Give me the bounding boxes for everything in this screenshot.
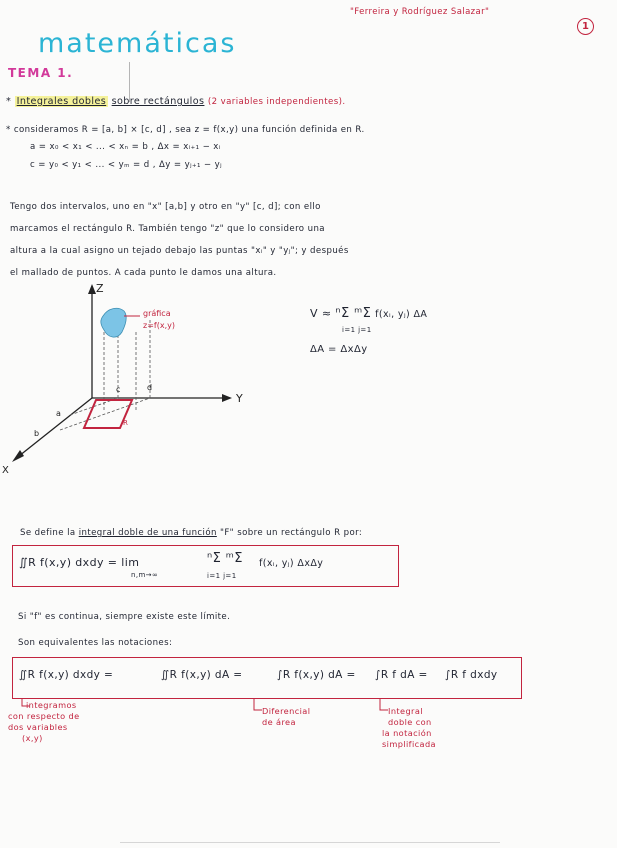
annotation-integration-line: con respecto de <box>8 711 80 721</box>
annotation-simplified-line: doble con <box>388 717 432 727</box>
bottom-rule <box>120 842 500 843</box>
x-label: X <box>2 465 9 476</box>
notation-1: ∬R f(x,y) dxdy = <box>19 669 114 681</box>
volume-lhs: V ≈ <box>310 307 332 320</box>
notation-4: ∫R f dA = <box>375 669 428 681</box>
double-integral-box <box>12 545 399 587</box>
delta-a-formula: ΔA = ΔxΔy <box>310 344 368 355</box>
section-title: Integrales dobles <box>16 96 107 107</box>
section-title-rest: sobre rectángulos <box>111 96 205 107</box>
annotation-simplified-line: la notación <box>382 728 432 738</box>
box1-limit-sub: n,m→∞ <box>131 571 159 579</box>
box1-rhs: f(xᵢ, yⱼ) ΔxΔy <box>259 558 324 569</box>
graph-label: gráfica <box>143 309 171 318</box>
annotation-differential-line: de área <box>262 717 296 727</box>
definition-line-2: a = x₀ < x₁ < ... < xₙ = b , Δx = xᵢ₊₁ − xᵢ <box>30 142 221 152</box>
definition-pre: Se define la <box>20 528 76 538</box>
notation-5: ∫R f dxdy <box>445 669 498 681</box>
b-label: b <box>34 429 40 438</box>
paragraph-line-1: Tengo dos intervalos, uno en "x" [a,b] y otro en "y" [c, d]; con ello <box>10 202 321 212</box>
annotation-differential-line: Diferencial <box>262 706 311 716</box>
continuity-note: Si "f" es continua, siempre existe este límite. <box>18 612 231 622</box>
page-title: matemáticas <box>38 28 237 59</box>
x-arrow <box>12 450 24 462</box>
definition-line-3: c = y₀ < y₁ < ... < yₘ = d , Δy = yⱼ₊₁ − yⱼ <box>30 160 223 170</box>
topic-label: TEMA 1. <box>8 66 74 80</box>
paragraph-line-2: marcamos el rectángulo R. También tengo "z" que lo considero una <box>10 224 325 234</box>
annotation-simplified-line: simplificada <box>382 739 436 749</box>
annotation-simplified-line: Integral <box>388 706 423 716</box>
section-heading <box>6 96 345 107</box>
box1-sum-index: i=1 j=1 <box>207 572 237 580</box>
authors-note: "Ferreira y Rodríguez Salazar" <box>350 7 490 17</box>
definition-sentence <box>20 528 362 538</box>
paragraph-line-3: altura a la cual asigno un tejado debajo las puntas "xᵢ" y "yⱼ"; y después <box>10 246 349 256</box>
x-axis <box>14 398 92 460</box>
annotation-integration-line: dos variables <box>8 722 68 732</box>
volume-body: f(xᵢ, yⱼ) ΔA <box>375 309 428 320</box>
hook-1 <box>22 698 30 706</box>
definition-mid: "F" <box>219 528 235 538</box>
annotation-integration-line: (x,y) <box>22 733 43 743</box>
c-label: c <box>116 385 121 394</box>
axes-figure <box>0 280 260 480</box>
d-label: d <box>147 383 153 392</box>
a-label: a <box>56 409 61 418</box>
y-arrow <box>222 394 232 402</box>
graph-equation: z=f(x,y) <box>143 321 175 330</box>
volume-sum: ⁿΣ ᵐΣ <box>335 306 372 321</box>
paragraph-line-4: el mallado de puntos. A cada punto le damos una altura. <box>10 268 277 278</box>
box1-sum: ⁿΣ ᵐΣ <box>207 551 243 566</box>
section-note: (2 variables independientes). <box>207 97 346 107</box>
volume-formula <box>310 306 427 321</box>
z-arrow <box>88 284 96 294</box>
y-label: Y <box>236 392 243 405</box>
r-label: R <box>123 419 128 427</box>
hook-3 <box>380 698 388 710</box>
volume-index: i=1 j=1 <box>342 326 372 334</box>
hook-2 <box>254 698 262 710</box>
definition-underlined: integral doble de una función <box>78 528 217 538</box>
page-number: 1 <box>577 18 594 35</box>
section-bullet: * <box>6 96 12 107</box>
notation-2: ∬R f(x,y) dA = <box>161 669 243 681</box>
definition-line-1: * consideramos R = [a, b] × [c, d] , sea z = f(x,y) una función definida en R. <box>6 125 365 135</box>
notation-3: ∫R f(x,y) dA = <box>277 669 356 681</box>
equivalent-note: Son equivalentes las notaciones: <box>18 638 173 648</box>
z-label: Z <box>96 282 104 295</box>
annotation-integration-line: integramos <box>26 700 77 710</box>
annotation-hooks <box>0 690 617 720</box>
definition-post: sobre un rectángulo R por: <box>237 528 363 538</box>
box1-lhs: ∬R f(x,y) dxdy = lim <box>19 556 140 569</box>
graph-surface <box>101 308 126 337</box>
